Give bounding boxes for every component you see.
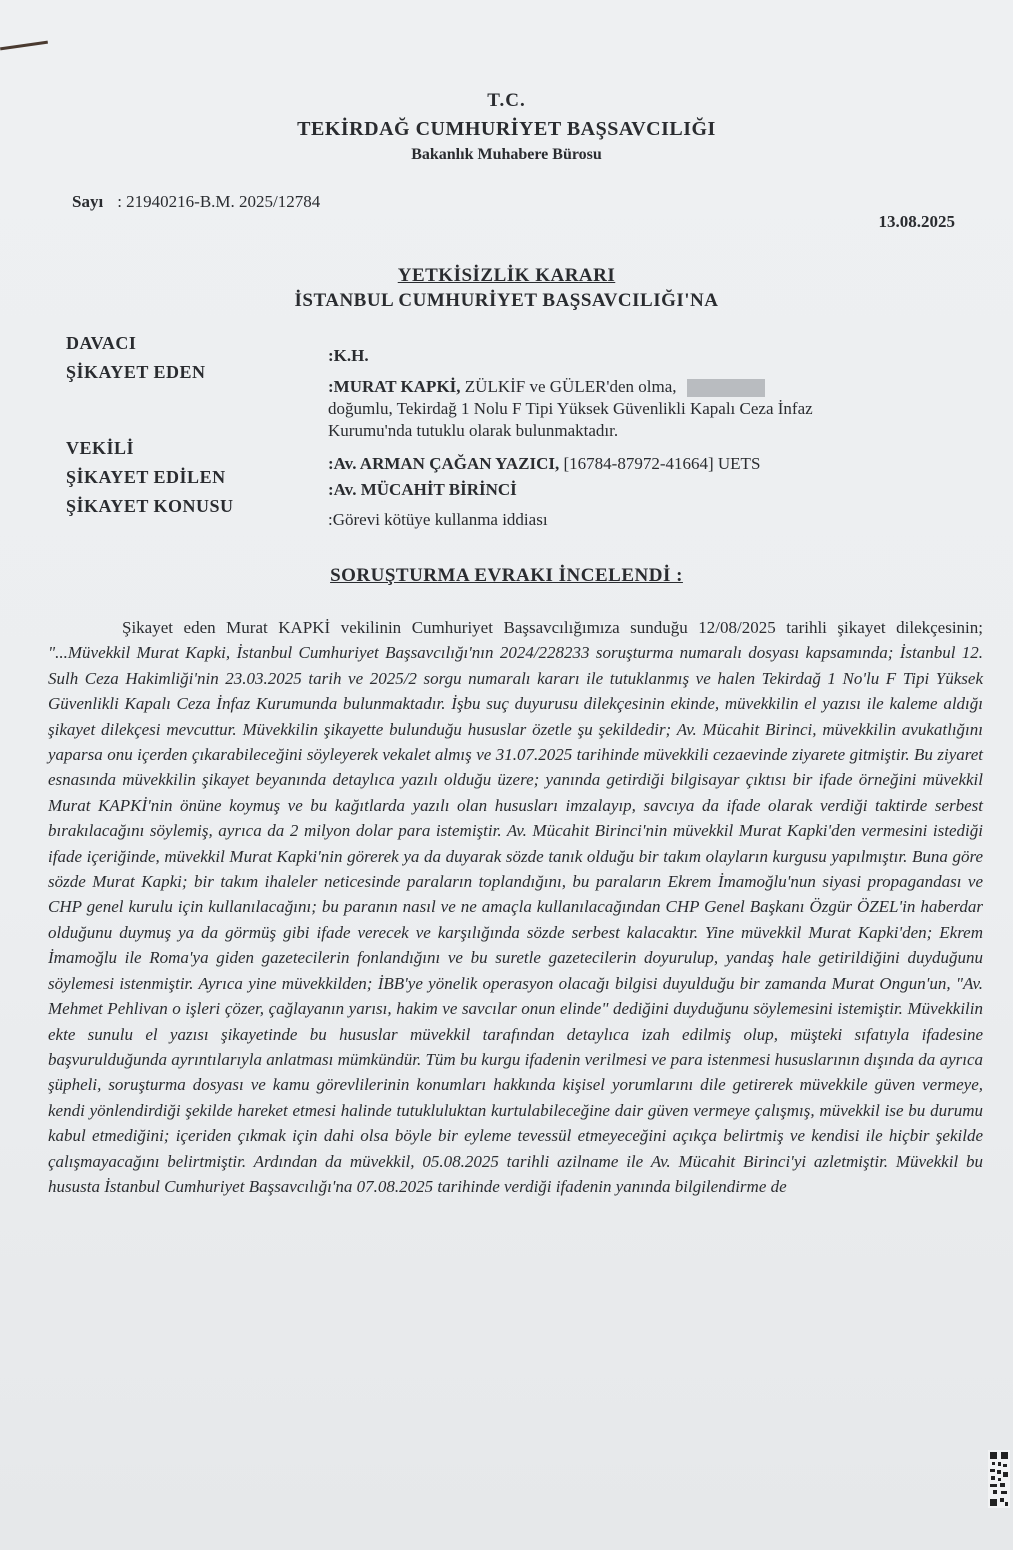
sikayet-konusu-value: :Görevi kötüye kullanma iddiası [328,510,548,529]
pen-mark [0,41,48,51]
qr-code-icon [988,1450,1010,1508]
section-title: SORUŞTURMA EVRAKI İNCELENDİ : [330,565,683,586]
vekili-rest: [16784-87972-41664] UETS [559,454,761,473]
document-date: 13.08.2025 [878,212,955,231]
sikayet-eden-line2: doğumlu, Tekirdağ 1 Nolu F Tipi Yüksek Güvenlikli Kapalı Ceza İnfaz [328,399,813,418]
davaci-label: DAVACI [66,333,137,353]
header-bureau: Bakanlık Muhabere Bürosu [411,146,602,163]
vekili-name: :Av. ARMAN ÇAĞAN YAZICI, [328,454,560,473]
davaci-value: :K.H. [328,346,369,365]
vekili-value [328,453,760,475]
document-number [72,192,320,212]
sikayet-eden-value [328,376,813,442]
decision-recipient: İSTANBUL CUMHURİYET BAŞSAVCILIĞI'NA [294,290,719,311]
sikayet-eden-label: ŞİKAYET EDEN [66,362,206,382]
sikayet-edilen-label: ŞİKAYET EDİLEN [66,467,226,487]
sikayet-eden-parents: ZÜLKİF ve GÜLER'den olma, [460,377,677,396]
header-office: TEKİRDAĞ CUMHURİYET BAŞSAVCILIĞI [297,118,716,140]
sikayet-konusu-label: ŞİKAYET KONUSU [66,496,234,516]
sikayet-eden-line3: Kurumu'nda tutuklu olarak bulunmaktadır. [328,421,619,440]
sayi-label: Sayı [72,192,104,211]
body-quote: "...Müvekkil Murat Kapki, İstanbul Cumhuriyet Başsavcılığı'nın 2024/228233 soruşturma numaralı dosyası kapsamında; İstanbul 12. Sulh Ceza Hakimliği'nin 23.03.2025 tarih ve 2025/2 sorgu numaralı kararı ile tutuklanmış ve halen Tekirdağ 1 No'lu F Tipi Yüksek Güvenlikli Kapalı Ceza İnfaz Kurumunda bulunmaktadır. İşbu suç duyurusu dilekçesinin ekinde, müvekkilin el yazısı ile kaleme aldığı şikayet dilekçesi mevcuttur. Müvekkilin şikayette bulunduğu hususlar özetle şu şekildedir; Av. Mücahit Birinci, müvekkilin avukatlığını yaparsa onu içerden çıkarabileceğini söyleyerek vekalet almış ve 31.07.2025 tarihinde müvekkili cezaevinde ziyarete gitmiştir. Bu ziyaret esnasında müvekkilin şikayet beyanında detaylıca yazılı olduğu üzere; yanında getirdiği bilgisayar çıktısı bir ifade örneğini müvekkil Murat KAPKİ'nin önüne koymuş ve bu kağıtlarda yazılı olan hususları imzalayıp, savcıya da ifade olarak verdiği taktirde serbest bırakılacağını söylemiş, ayrıca da 2 milyon dolar para istemiştir. Av. Mücahit Birinci'nin müvekkil Murat Kapki'den vermesini istediği ifade içeriğinde, müvekkil Murat Kapki'nin görerek ya da duyarak sözde tanık olduğu bir takım olayların kurgusu yapılmıştır. Buna göre sözde Murat Kapki; bir takım ihaleler neticesinde paraların toplandığını, bu paraların Ekrem İmamoğlu'nun siyasi propagandası ve CHP genel kurulu için kullanılacağını; bu paranın nasıl ve ne amaçla kullanılacağından CHP Genel Başkanı Özgür ÖZEL'in haberdar olduğunu duymuş ya da görmüş gibi ifade verecek ve karşılığında sözde serbest kalacaktır. Yine müvekkil Murat Kapki'den; Ekrem İmamoğlu ile Roma'ya giden gazetecilerin fonlandığını ve bu suretle gazetecilerin doyurulup, yandaş hale getirildiğini duyduğunu söylemesi istenmiştir. Ayrıca yine müvekkilden; İBB'ye yönelik operasyon olacağı bilgisi duyulduğu bir zamanda Murat Ongun'un, "Av. Mehmet Pehlivan o işleri çözer, çağlayanın yarısı, hakim ve savcılar onun elinde" dediğini duyduğunu söylemesini istemiştir. Müvekkilin ekte sunulu el yazısı şikayetinde bu hususlar müvekkil tarafından detaylıca izah edilmiş olup, müşteki sıfatıyla ifadesine başvurulduğunda ayrıntılarıyla anlatması mümkündür. Tüm bu kurgu ifadenin verilmesi ve para istenmesi hususlarının dışında da ayrıca şüpheli, soruşturma dosyası ve kamu görevlilerinin konumları hakkında kişisel yorumlarını dile getirerek müvekkile güven vermeye, kendi yönlendirdiği şekilde hareket etmesi halinde tutukluluktan kurtulabileceğine dair güven vermeye çalışmış, müvekkil ise bu durumu kabul etmediğini; içeriden çıkmak için dahi olsa böyle bir eyleme tevessül etmeyeceğini açıkça belirtmiş ve kendisi ile hiçbir şekilde çalışmayacağını belirtmiştir. Ardından da müvekkil, 05.08.2025 tarihli azilname ile Av. Mücahit Birinci'yi azletmiştir. Müvekkil bu hususta İstanbul Cumhuriyet Başsavcılığı'na 07.08.2025 tarihinde verdiği ifadenin yanında bilgilendirme de [48,643,983,1196]
body-paragraph [48,615,983,1199]
decision-title: YETKİSİZLİK KARARI [397,265,616,286]
redacted-birthplace [687,379,765,397]
sikayet-edilen-value: :Av. MÜCAHİT BİRİNCİ [328,480,517,499]
header-tc: T.C. [487,90,526,111]
body-intro: Şikayet eden Murat KAPKİ vekilinin Cumhuriyet Başsavcılığımıza sunduğu 12/08/2025 tarihli şikayet dilekçesinin; [122,618,983,637]
vekili-label: VEKİLİ [66,438,135,458]
sayi-value: : 21940216-B.M. 2025/12784 [117,192,321,211]
sikayet-eden-name: :MURAT KAPKİ, [328,377,461,396]
